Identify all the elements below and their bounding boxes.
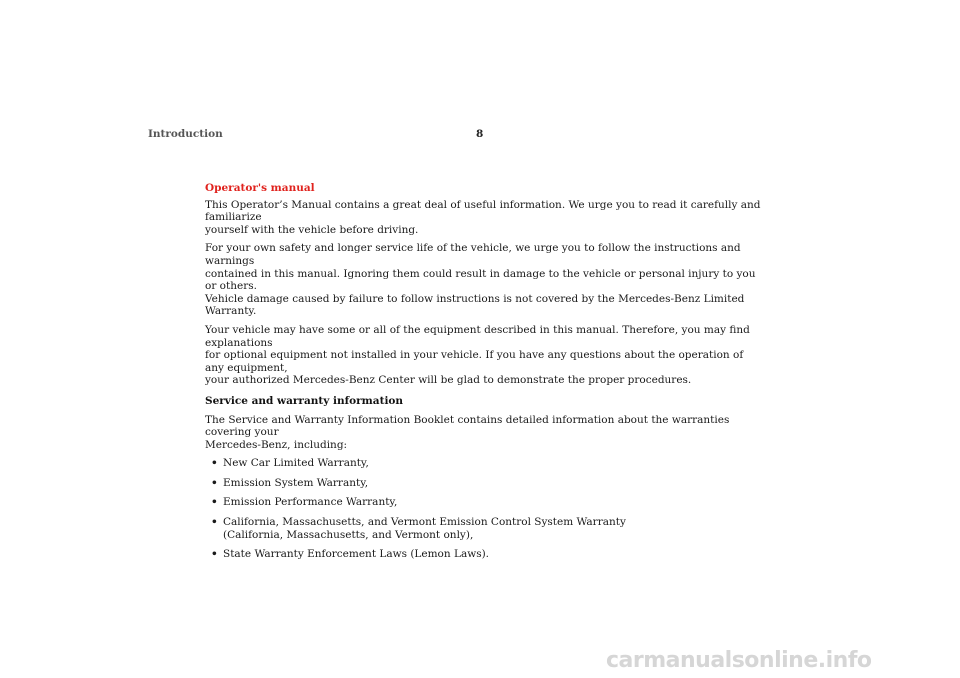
warranty-list xyxy=(205,457,765,561)
list-item xyxy=(205,496,765,509)
list-item xyxy=(205,548,765,561)
list-item-text: State Warranty Enforcement Laws (Lemon Laws). xyxy=(223,548,490,561)
list-item xyxy=(205,477,765,490)
operators-manual-paragraph-2 xyxy=(205,242,765,318)
bullet-icon: • xyxy=(211,516,218,529)
list-item xyxy=(205,516,765,541)
paragraph-line: yourself with the vehicle before driving. xyxy=(205,223,419,236)
list-item-text: Emission Performance Warranty, xyxy=(223,496,398,509)
bullet-icon: • xyxy=(211,496,218,509)
paragraph-line: This Operator’s Manual contains a great deal of useful information. We urge you to read it carefully and familiarize xyxy=(205,198,761,224)
paragraph-line: The Service and Warranty Information Booklet contains detailed information about the warranties covering your xyxy=(205,413,730,439)
paragraph-line: Mercedes-Benz, including: xyxy=(205,438,348,451)
paragraph-line: Vehicle damage caused by failure to follow instructions is not covered by the Mercedes-Benz Limited Warranty. xyxy=(205,292,745,318)
list-item-text: California, Massachusetts, and Vermont Emission Control System Warranty xyxy=(223,516,626,529)
paragraph-line: contained in this manual. Ignoring them could result in damage to the vehicle or personal injury to you or others. xyxy=(205,267,756,293)
page-number: 8 xyxy=(476,128,484,140)
bullet-icon: • xyxy=(211,457,218,470)
bullet-icon: • xyxy=(211,548,218,561)
operators-manual-heading: Operator's manual xyxy=(205,182,315,194)
paragraph-line: For your own safety and longer service life of the vehicle, we urge you to follow the instructions and warnings xyxy=(205,242,741,267)
paragraph-line: Your vehicle may have some or all of the equipment described in this manual. Therefore, you may find explanations xyxy=(205,323,750,349)
list-item-text: New Car Limited Warranty, xyxy=(223,457,369,470)
list-item-text: (California, Massachusetts, and Vermont only), xyxy=(223,528,474,541)
list-item xyxy=(205,457,765,470)
section-title: Introduction xyxy=(148,128,223,140)
operators-manual-paragraph-3 xyxy=(205,324,765,387)
site-watermark: carmanualsonline.info xyxy=(606,648,872,673)
page-content xyxy=(205,182,765,568)
bullet-icon: • xyxy=(211,476,218,489)
operators-manual-paragraph-1 xyxy=(205,199,765,237)
service-warranty-intro xyxy=(205,414,765,452)
paragraph-line: your authorized Mercedes-Benz Center will be glad to demonstrate the proper procedures. xyxy=(205,374,692,387)
list-item-text: Emission System Warranty, xyxy=(223,476,369,489)
service-warranty-heading: Service and warranty information xyxy=(205,394,404,407)
paragraph-line: for optional equipment not installed in your vehicle. If you have any questions about the operation of any equipment, xyxy=(205,349,744,374)
page-header xyxy=(148,128,488,142)
